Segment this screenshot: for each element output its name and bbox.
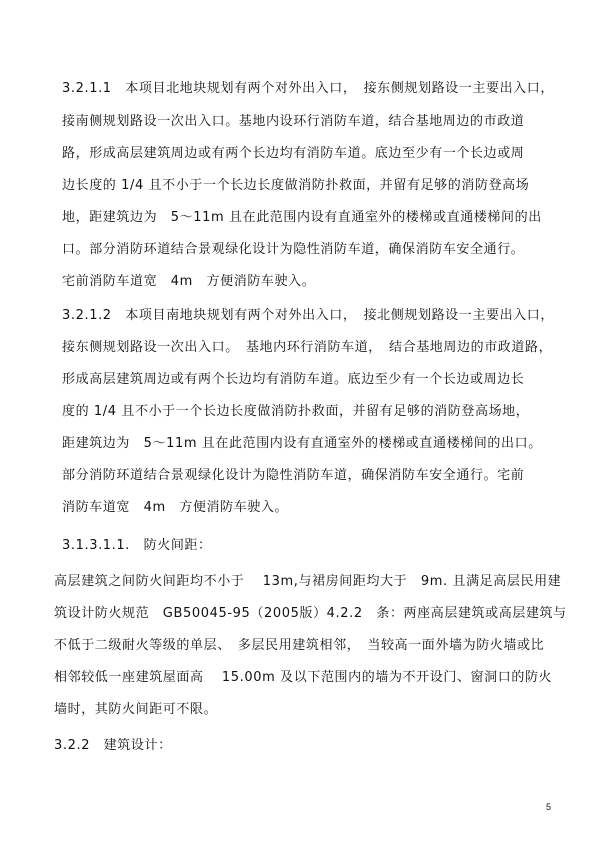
paragraph-1-line-3: 路，形成高层建筑周边或有两个长边均有消防车道。底边至少有一个长边或周 xyxy=(62,146,525,161)
paragraph-1-line-5: 地，距建筑边为 5～11m 且在此范围内设有直通室外的楼梯或直通楼梯间的出 xyxy=(62,210,542,225)
paragraph-2-line-3: 形成高层建筑周边或有两个长边均有消防车道。底边至少有一个长边或周边长 xyxy=(62,372,525,387)
paragraph-2-line-7: 消防车道宽 4m 方便消防车驶入。 xyxy=(62,500,289,515)
paragraph-1-line-1: 3.2.1.1 本项目北地块规划有两个对外出入口， 接东侧规划路设一主要出入口， xyxy=(62,81,554,96)
paragraph-2-line-1: 3.2.1.2 本项目南地块规划有两个对外出入口， 接北侧规划路设一主要出入口， xyxy=(62,308,554,323)
paragraph-1-line-7: 宅前消防车道宽 4m 方便消防车驶入。 xyxy=(62,274,316,289)
paragraph-3-line-3: 不低于二级耐火等级的单层、 多层民用建筑相邻， 当较高一面外墙为防火墙或比 xyxy=(54,638,545,653)
paragraph-3-line-1: 高层建筑之间防火间距均不小于 13m,与裙房间距均大于 9m. 且满足高层民用建 xyxy=(54,574,562,589)
paragraph-2-line-4: 度的 1/4 且不小于一个长边长度做消防扑救面，并留有足够的消防登高场地， xyxy=(62,404,530,419)
paragraph-1-line-6: 口。部分消防环道结合景观绿化设计为隐性消防车道，确保消防车安全通行。 xyxy=(62,242,525,257)
paragraph-3-line-2: 筑设计防火规范 GB50045-95（2005版）4.2.2 条：两座高层建筑或高层建筑与 xyxy=(54,606,567,621)
paragraph-2-line-2: 接东侧规划路设一次出入口。 基地内环行消防车道， 结合基地周边的市政道路， xyxy=(62,340,553,355)
paragraph-1-line-2: 接南侧规划路设一次出入口。基地内设环行消防车道，结合基地周边的市政道 xyxy=(62,114,525,129)
paragraph-3-line-4: 相邻较低一座建筑屋面高 15.00m 及以下范围内的墙为不开设门、窗洞口的防火 xyxy=(54,670,553,685)
paragraph-3-line-5: 墙时，其防火间距可不限。 xyxy=(54,702,218,717)
paragraph-2-line-6: 部分消防环道结合景观绿化设计为隐性消防车道，确保消防车安全通行。宅前 xyxy=(62,468,525,483)
section-heading-fire-separation: 3.1.3.1.1. 防火间距： xyxy=(62,538,212,553)
section-heading-architectural-design: 3.2.2 建筑设计： xyxy=(54,738,172,753)
paragraph-2-line-5: 距建筑边为 5～11m 且在此范围内设有直通室外的楼梯或直通楼梯间的出口。 xyxy=(62,436,542,451)
page-number: 5 xyxy=(546,802,552,812)
paragraph-1-line-4: 边长度的 1/4 且不小于一个长边长度做消防扑救面，并留有足够的消防登高场 xyxy=(62,178,530,193)
